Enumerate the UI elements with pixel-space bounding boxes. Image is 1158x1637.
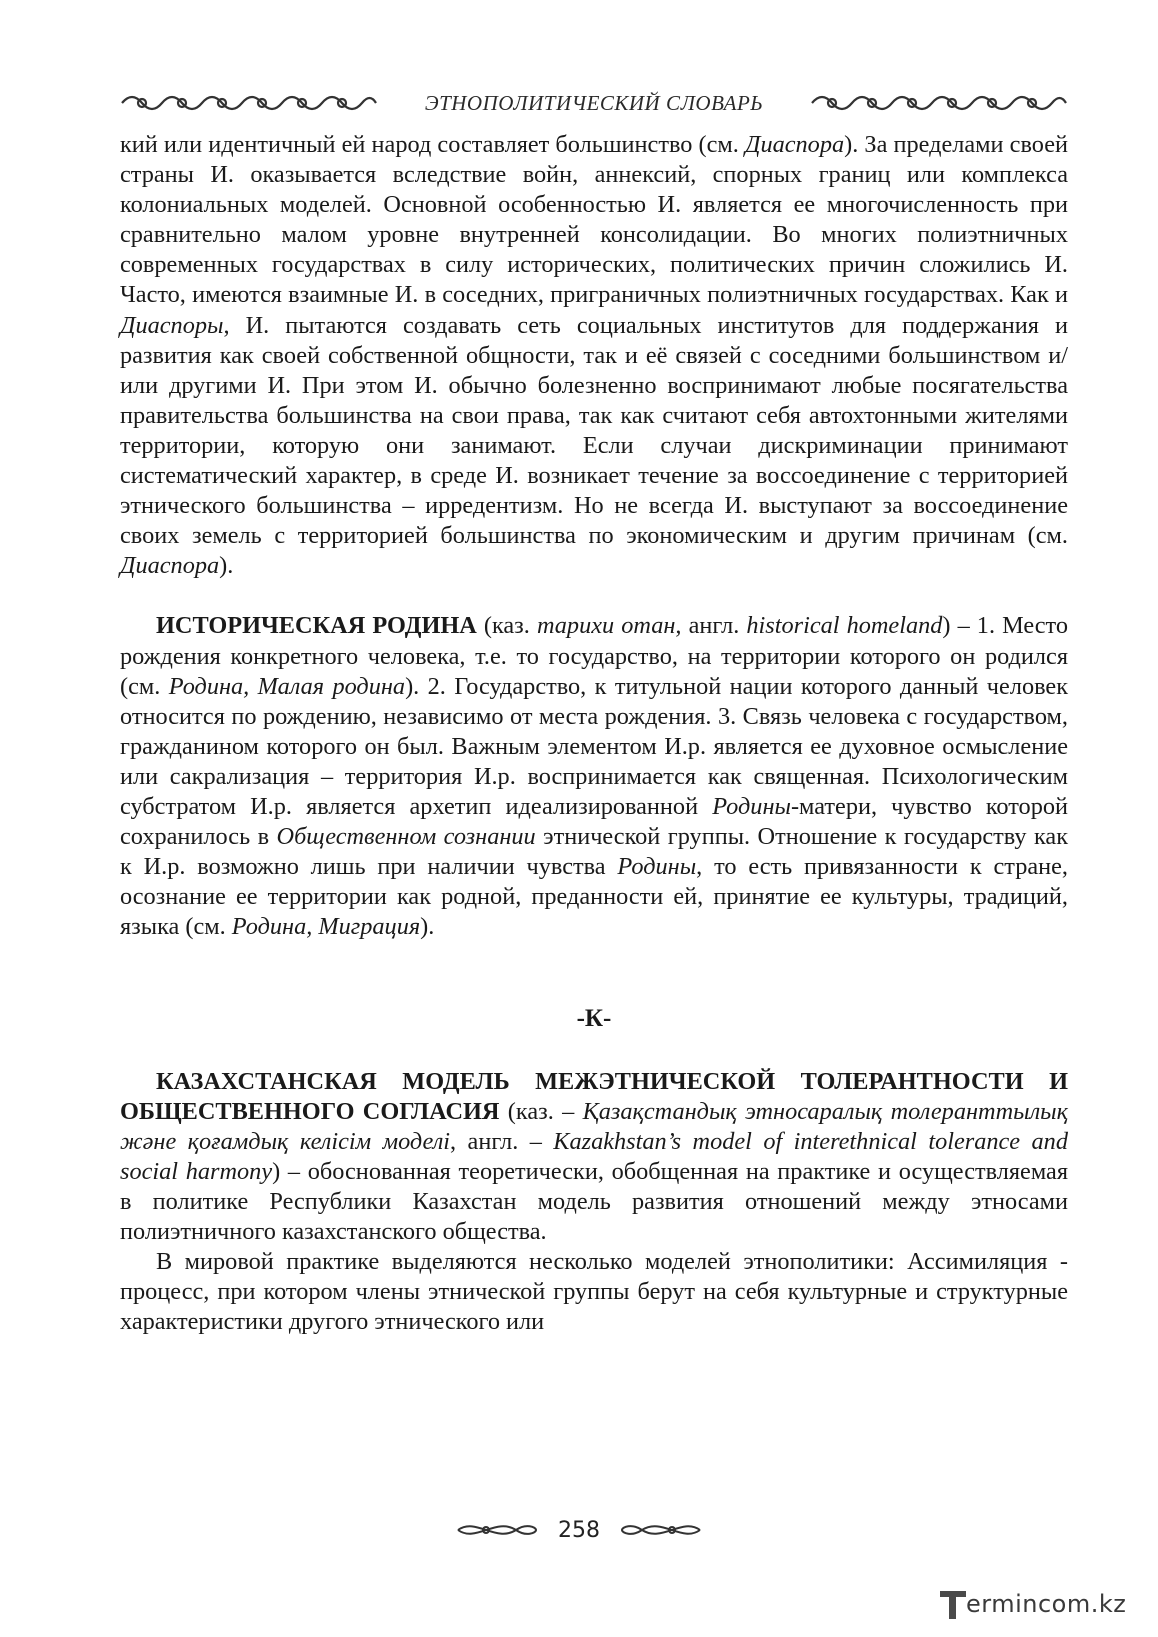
page-header [120,88,1068,118]
entry-kazakhstan-model: КАЗАХСТАНСКАЯ МОДЕЛЬ МЕЖЭТНИЧЕСКОЙ ТОЛЕРАНТНОСТИ И ОБЩЕСТВЕННОГО СОГЛАСИЯ (каз. – Қазақстандық этносаралық толеранттылық және қоғамдық келісім моделі, англ. – Kazakhstan’s model of interethnical tolerance and social harmony) – обоснованная теоретически, обобщенная на практике и осуществляемая в политике Республики Казахстан модель развития отношений между этносами полиэтничного казахстанского общества. [120,1067,1068,1245]
entry-continuation-paragraph: кий или идентичный ей народ составляет большинство (см. Диаспора). За пределами своей страны И. оказывается вследствие войн, аннексий, спорных границ или комплекса колониальных моделей. Основной особенностью И. является ее многочисленность при сравнительно малом уровне внутренней консолидации. Во многих полиэтничных современных государствах в силу исторических, политических причин сложились И. Часто, имеются взаимные И. в соседних, приграничных полиэтничных государствах. Как и Диаспоры, И. пытаются создавать сеть социальных институтов для поддержания и развития как своей собственной общности, так и её связей с соседними большинством и/или другими И. При этом И. обычно болезненно воспринимают любые посягательства правительства большинства на свои права, так как считают себя автохтонными жителями территории, которую они занимают. Если случаи дискриминации принимают систематический характер, в среде И. возникает течение за воссоединение с территорией этнического большинства – ирредентизм. Но не всегда И. выступают за воссоединение своих земель с территорией большинства по экономическим и другим причинам (см. Диаспора). [120,131,1068,580]
entry-term: КАЗАХСТАНСКАЯ МОДЕЛЬ МЕЖЭТНИЧЕСКОЙ ТОЛЕРАНТНОСТИ И ОБЩЕСТВЕННОГО СОГЛАСИЯ [120,1067,1068,1125]
watermark-logo-icon [940,1587,966,1621]
swirl-ornament-icon [456,1519,538,1541]
page-footer [0,1512,1158,1548]
entry-historical-homeland: ИСТОРИЧЕСКАЯ РОДИНА (каз. тарихи отан, англ. historical homeland) – 1. Место рождения конкретного человека, т.е. то государство, на территории которого он родился (см. Родина, Малая родина). 2. Государство, к титульной нации которого данный человек относится по рождению, независимо от места рождения. 3. Связь человека с государством, гражданином которого он был. Важным элементом И.р. является ее духовное осмысление или сакрализация – территория И.р. воспринимается как священная. Психологическим субстратом И.р. является архетип идеализированной Родины-матери, чувство которой сохранилось в Общественном сознании этнической группы. Отношение к государству как к И.р. возможно лишь при наличии чувства Родины, то есть привязанности к стране, осознание ее территории как родной, преданности ей, принятие ее культуры, традиций, языка (см. Родина, Миграция). [120,612,1069,941]
entry-term: ИСТОРИЧЕСКАЯ РОДИНА [156,612,477,640]
page-number: 258 [558,1517,600,1543]
section-letter-heading: -К- [576,1005,612,1033]
body-paragraph: В мировой практике выделяются несколько моделей этнополитики: Ассимиляция - процесс, при котором члены этнической группы берут на себя культурные и структурные характеристики другого этнического или [120,1248,1068,1336]
scroll-ornament-icon [810,92,1068,114]
swirl-ornament-icon [620,1519,702,1541]
site-watermark [940,1584,1150,1624]
page-body [120,130,1068,1337]
watermark-text: ermincom.kz [966,1590,1127,1618]
running-header-title: ЭТНОПОЛИТИЧЕСКИЙ СЛОВАРЬ [424,90,764,115]
scroll-ornament-icon [120,92,378,114]
